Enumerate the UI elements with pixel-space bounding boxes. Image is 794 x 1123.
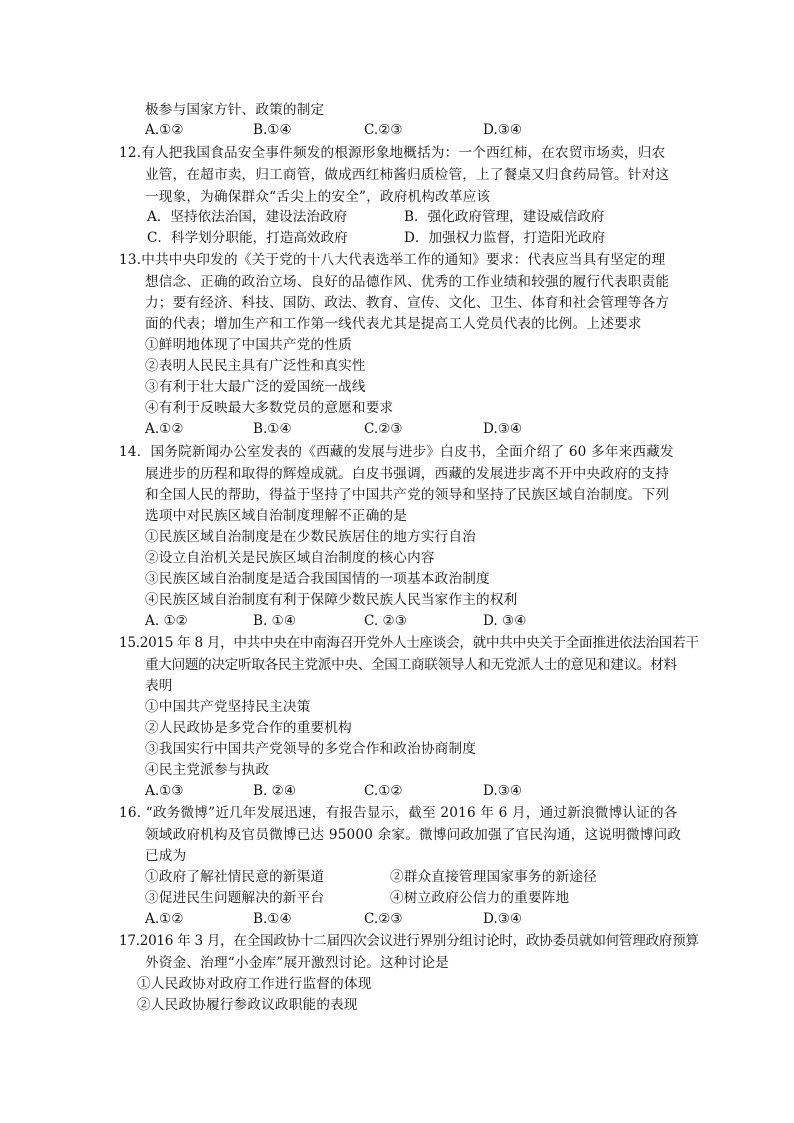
q12-stem-line: 12.有人把我国食品安全事件频发的根源形象地概括为：一个西红柿，在农贸市场卖，归农 — [119, 145, 666, 161]
q12-option-b: B．强化政府管理，建设威信政府 — [404, 209, 605, 225]
q16-option-d: D.③④ — [483, 911, 523, 927]
q14-stem-line: 14．国务院新闻办公室发表的《西藏的发展与进步》白皮书，全面介绍了 60 多年来西藏发 — [119, 444, 674, 460]
q15-option-a: A.①③ — [145, 783, 184, 799]
q14-option-c: C. ②③ — [364, 613, 407, 629]
q12-option-d: D．加强权力监督，打造阳光政府 — [404, 230, 606, 246]
q17-stem-line: 外资金、治理“小金库”展开激烈讨论。这种讨论是 — [145, 955, 449, 971]
q12-stem-line: 业管，在超市卖，归工商管，做成西红柿酱归质检管，上了餐桌又归食药局管。针对这 — [145, 167, 670, 183]
q16-option-c: C.②③ — [364, 911, 403, 927]
q12-option-a: A．坚持依法治国，建设法治政府 — [147, 209, 348, 225]
q13-stem-line: 力；要有经济、科技、国防、政法、教育、宣传、文化、卫生、体育和社会管理等各方 — [145, 295, 670, 311]
q14-option-b: B. ①④ — [253, 613, 297, 629]
q13-stem-line: 13.中共中央印发的《关于党的十八大代表选举工作的通知》要求：代表应当具有坚定的理 — [119, 252, 666, 268]
q11-option-d: D.③④ — [483, 122, 523, 138]
q15-item: ④民主党派参与执政 — [145, 762, 270, 778]
q16-item: ④树立政府公信力的重要阵地 — [390, 890, 570, 906]
q15-option-d: D.③④ — [483, 783, 523, 799]
q13-option-a: A.①② — [145, 421, 184, 437]
q14-item: ④民族区域自治制度有利于保障少数民族人民当家作主的权利 — [145, 592, 518, 608]
q15-item: ③我国实行中国共产党领导的多党合作和政治协商制度 — [145, 741, 477, 757]
q11-continuation: 极参与国家方针、政策的制定 — [145, 102, 325, 118]
q13-item: ④有利于反映最大多数党员的意愿和要求 — [145, 400, 394, 416]
q17-item: ②人民政协履行参政议政职能的表现 — [137, 997, 358, 1013]
q16-stem-line: 16. “政务微博”近几年发展迅速，有报告显示，截至 2016 年 6 月，通过新浪微博认证的各 — [119, 805, 678, 821]
q15-option-c: C.①② — [364, 783, 403, 799]
q16-option-a: A.①② — [145, 911, 184, 927]
q13-item: ②表明人民民主具有广泛性和真实性 — [145, 358, 366, 374]
q14-option-d: D. ③④ — [483, 613, 527, 629]
q15-stem-line: 重大问题的决定听取各民主党派中央、全国工商联领导人和无党派人士的意见和建议。材料 — [145, 657, 677, 673]
q14-stem-line: 和全国人民的帮助，得益于坚持了中国共产党的领导和坚持了民族区域自治制度。下列 — [145, 487, 670, 503]
q17-stem-line: 17.2016 年 3 月，在全国政协十二届四次会议进行界别分组讨论时，政协委员就如何管理政府预算 — [119, 933, 699, 949]
q14-option-a: A. ①② — [145, 613, 188, 629]
q16-item: ①政府了解社情民意的新渠道 — [145, 869, 325, 885]
q13-stem-line: 面的代表；增加生产和工作第一线代表尤其是提高工人党员代表的比例。上述要求 — [145, 316, 642, 332]
q11-option-a: A.①② — [145, 122, 184, 138]
q14-item: ③民族区域自治制度是适合我国国情的一项基本政治制度 — [145, 571, 490, 587]
q14-stem-line: 展进步的历程和取得的辉煌成就。白皮书强调，西藏的发展进步离不开中央政府的支持 — [145, 466, 670, 482]
q13-stem-line: 想信念、正确的政治立场、良好的品德作风、优秀的工作业绩和较强的履行代表职责能 — [145, 274, 670, 290]
q17-item: ①人民政协对政府工作进行监督的体现 — [137, 976, 372, 992]
q16-item: ②群众直接管理国家事务的新途径 — [390, 869, 597, 885]
q13-option-b: B.①④ — [253, 421, 292, 437]
q11-option-b: B.①④ — [253, 122, 292, 138]
q16-item: ③促进民生问题解决的新平台 — [145, 890, 325, 906]
q13-item: ③有利于壮大最广泛的爱国统一战线 — [145, 379, 366, 395]
q13-item: ①鲜明地体现了中国共产党的性质 — [145, 337, 352, 353]
q12-stem-line: 一现象，为确保群众“舌尖上的安全”，政府机构改革应该 — [145, 189, 491, 205]
q11-option-c: C.②③ — [364, 122, 403, 138]
q15-item: ②人民政协是多党合作的重要机构 — [145, 720, 352, 736]
q12-option-c: C．科学划分职能，打造高效政府 — [147, 230, 348, 246]
q13-option-d: D.③④ — [483, 421, 523, 437]
q16-option-b: B.①④ — [253, 911, 292, 927]
q14-item: ①民族区域自治制度是在少数民族居住的地方实行自治 — [145, 529, 477, 545]
q15-stem-line: 表明 — [145, 678, 173, 694]
q14-stem-line: 选项中对民族区域自治制度理解不正确的是 — [145, 508, 408, 524]
q16-stem-line: 领域政府机构及官员微博已达 95000 余家。微博问政加强了官民沟通，这说明微博问政 — [145, 827, 682, 843]
q13-option-c: C.②③ — [364, 421, 403, 437]
q15-item: ①中国共产党坚持民主决策 — [145, 699, 311, 715]
q15-option-b: B. ②④ — [253, 783, 297, 799]
q14-item: ②设立自治机关是民族区域自治制度的核心内容 — [145, 550, 435, 566]
q15-stem-line: 15.2015 年 8 月，中共中央在中南海召开党外人士座谈会，就中共中央关于全面推进依法治国若干 — [119, 635, 699, 651]
q16-stem-line: 已成为 — [145, 848, 187, 864]
